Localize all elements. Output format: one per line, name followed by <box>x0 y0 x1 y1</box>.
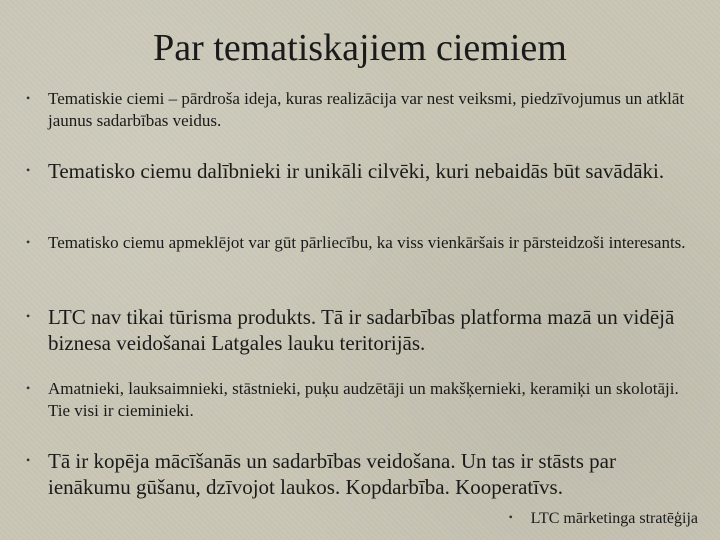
footer-text: LTC mārketinga stratēģija <box>530 510 698 527</box>
bullet-text: Tematisko ciemu dalībnieki ir unikāli cilvēki, kuri nebaidās būt savādāki. <box>48 159 665 183</box>
bullet-dot: • <box>26 235 31 249</box>
bullet-dot: • <box>26 163 31 177</box>
footer-bullet-dot: • <box>508 510 513 524</box>
bullet-text: Amatnieki, lauksaimnieki, stāstnieki, puķu audzētāji un makšķernieki, keramiķi un skolotāji. Tie visi ir cieminieki. <box>48 379 679 420</box>
bullet-dot: • <box>26 381 31 395</box>
bullet-text: Tematisko ciemu apmeklējot var gūt pārliecību, ka viss vienkāršais ir pārsteidzoši interesants. <box>48 233 686 252</box>
bullet-text: LTC nav tikai tūrisma produkts. Tā ir sadarbības platforma mazā un vidējā biznesa veidošanai Latgales lauku teritorijās. <box>48 305 675 355</box>
slide-title: Par tematiskajiem ciemiem <box>153 27 567 69</box>
bullet-dot: • <box>26 453 31 467</box>
bullet-dot: • <box>26 91 31 105</box>
bullet-dot: • <box>26 309 31 323</box>
footer-note <box>509 507 698 529</box>
bullet-text: Tā ir kopēja mācīšanās un sadarbības veidošana. Un tas ir stāsts par ienākumu gūšanu, dzīvojot laukos. Kopdarbība. Kooperatīvs. <box>48 449 616 499</box>
bullet-text: Tematiskie ciemi – pārdroša ideja, kuras realizācija var nest veiksmi, piedzīvojumus un atklāt jaunus sadarbības veidus. <box>48 89 685 130</box>
